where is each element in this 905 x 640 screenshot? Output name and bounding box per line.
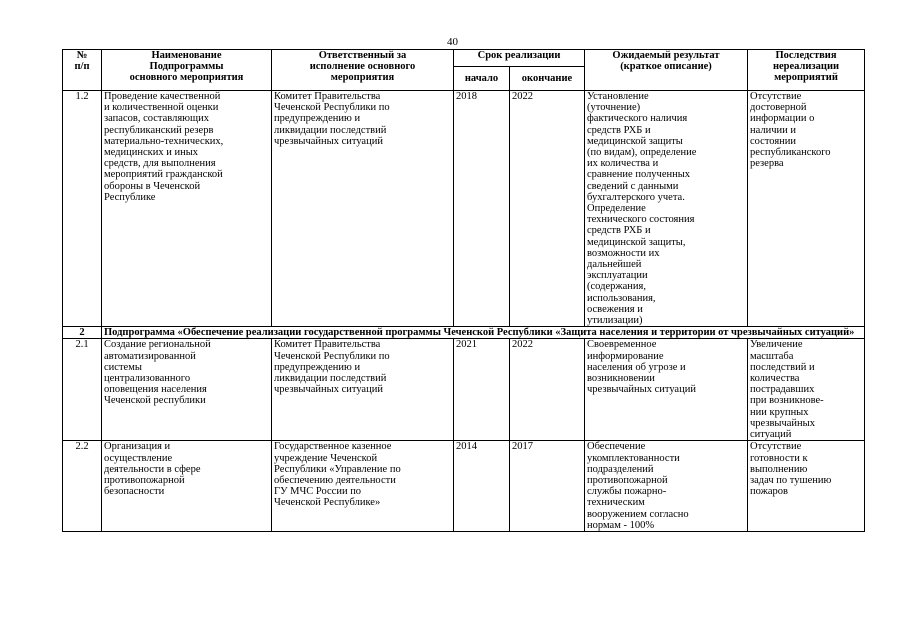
header-end: окончание — [510, 67, 585, 91]
row-num: 2 — [63, 327, 102, 339]
header-start: начало — [454, 67, 510, 91]
row-name: Проведение качественной и количественной оценки запасов, составляющих республиканский резерв материально-технических, медицинских и иных средств, для выполнения мероприятий гражданской обороны в Чеченской Республике — [102, 91, 272, 327]
header-num: № п/п — [63, 50, 102, 91]
row-consequences: Отсутствие достоверной информации о наличии и состоянии республиканского резерва — [748, 91, 865, 327]
header-name: Наименование Подпрограммы основного мероприятия — [102, 50, 272, 91]
table-row — [63, 91, 865, 327]
row-start: 2021 — [454, 339, 510, 441]
subprogram-row — [63, 327, 865, 339]
row-end: 2022 — [510, 339, 585, 441]
header-consequences: Последствия нереализации мероприятий — [748, 50, 865, 91]
row-end: 2022 — [510, 91, 585, 327]
row-result: Установление (уточнение) фактического наличия средств РХБ и медицинской защиты (по видам), определение их количества и сравнение полученных сведений с данными бухгалтерского учета. Определение технического состояния средств РХБ и медицинской защиты, возможности их дальнейшей эксплуатации (содержания, использования, освежения и утилизации) — [585, 91, 748, 327]
row-start: 2014 — [454, 441, 510, 532]
row-consequences: Отсутствие готовности к выполнению задач по тушению пожаров — [748, 441, 865, 532]
row-name: Создание региональной автоматизированной системы централизованного оповещения населения Чеченской республики — [102, 339, 272, 441]
program-activities-table — [62, 49, 865, 532]
row-num: 2.2 — [63, 441, 102, 532]
row-num: 1.2 — [63, 91, 102, 327]
row-consequences: Увеличение масштаба последствий и количества пострадавших при возникнове- нии крупных чрезвычайных ситуаций — [748, 339, 865, 441]
header-row — [63, 50, 865, 67]
row-responsible: Государственное казенное учреждение Чеченской Республики «Управление по обеспечению деятельности ГУ МЧС России по Чеченской Республике» — [272, 441, 454, 532]
row-result: Своевременное информирование населения об угрозе и возникновении чрезвычайных ситуаций — [585, 339, 748, 441]
row-num: 2.1 — [63, 339, 102, 441]
header-responsible: Ответственный за исполнение основного мероприятия — [272, 50, 454, 91]
header-period: Срок реализации — [454, 50, 585, 67]
table-row — [63, 339, 865, 441]
table-row — [63, 441, 865, 532]
subprogram-title: Подпрограмма «Обеспечение реализации государственной программы Чеченской Республики «Защита населения и территории от чрезвычайных ситуаций» — [102, 327, 865, 339]
row-end: 2017 — [510, 441, 585, 532]
row-responsible: Комитет Правительства Чеченской Республики по предупреждению и ликвидации последствий чрезвычайных ситуаций — [272, 91, 454, 327]
row-result: Обеспечение укомплектованности подразделений противопожарной службы пожарно- техническим вооружением согласно нормам - 100% — [585, 441, 748, 532]
row-responsible: Комитет Правительства Чеченской Республики по предупреждению и ликвидации последствий чрезвычайных ситуаций — [272, 339, 454, 441]
row-name: Организация и осуществление деятельности в сфере противопожарной безопасности — [102, 441, 272, 532]
page-number: 40 — [447, 36, 458, 48]
row-start: 2018 — [454, 91, 510, 327]
header-result: Ожидаемый результат (краткое описание) — [585, 50, 748, 91]
